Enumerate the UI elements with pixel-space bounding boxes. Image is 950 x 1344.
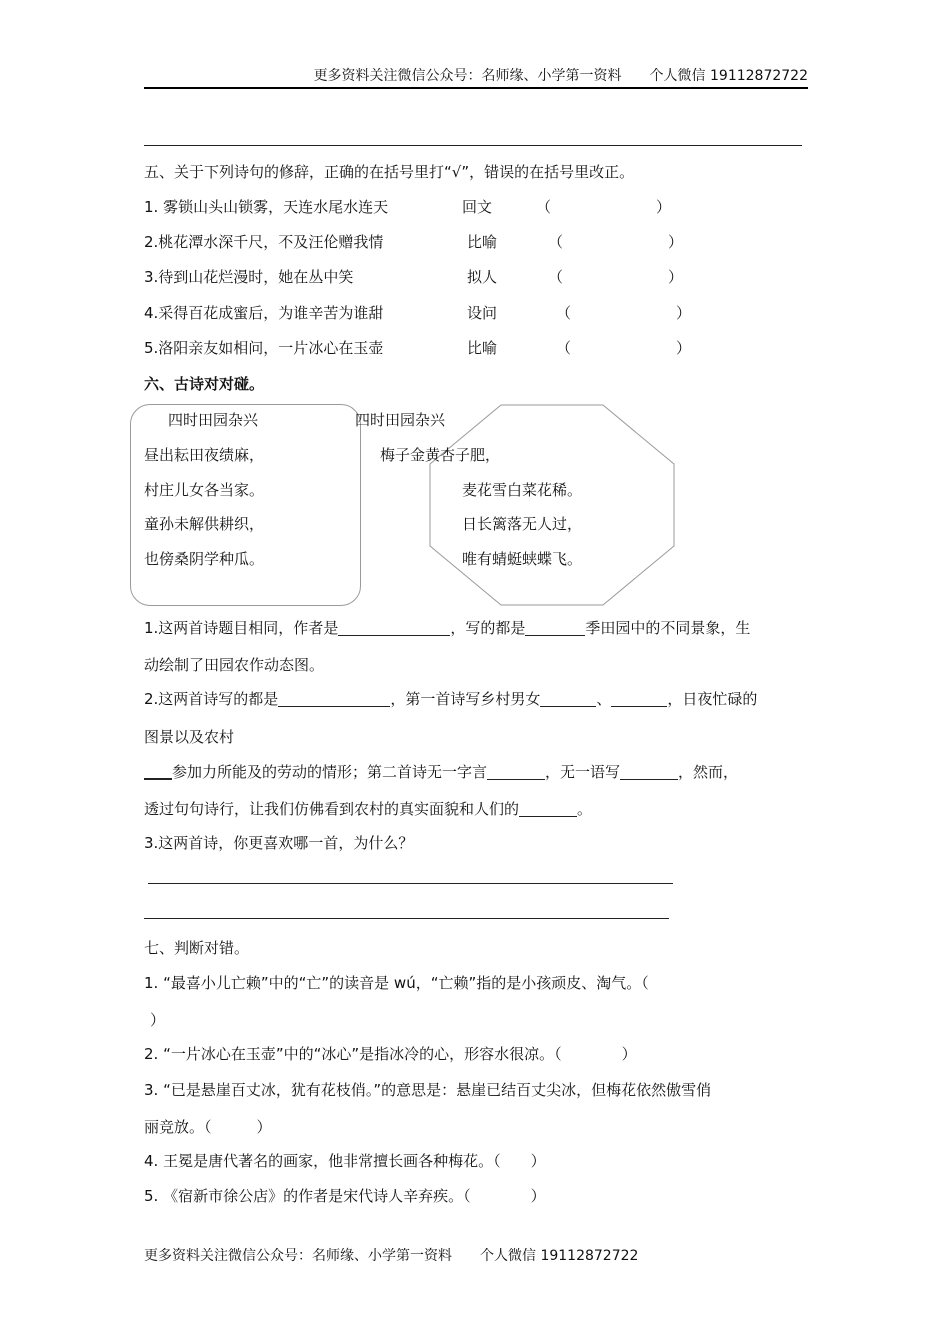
poem2-line-2: 麦花雪白菜花稀。 [462, 481, 583, 499]
answer-line [144, 145, 802, 146]
s6-q2-text-i: 透过句句诗行，让我们仿佛看到农村的真实面貌和人们的 [144, 800, 520, 818]
s6-q1-text-a: 1.这两首诗题目相同，作者是 [144, 619, 339, 637]
s7-q1-line2: ） [150, 1011, 166, 1029]
blank-work-2[interactable] [611, 690, 667, 707]
s6-q1-line2: 动绘制了田园农作动态图。 [144, 656, 325, 674]
blank-subject[interactable] [278, 690, 390, 707]
s7-q2: 2. “一片冰心在玉壶”中的“冰心”是指冰冷的心，形容水很凉。（ ） [144, 1045, 637, 1063]
blank-children[interactable] [144, 762, 172, 780]
poem2-line-4: 唯有蜻蜓蛱蝶飞。 [462, 550, 583, 568]
poem2-frame [429, 404, 675, 606]
s6-q2-line1 [144, 689, 757, 709]
s6-q1-text-c: 季田园中的不同景象，生 [585, 619, 751, 637]
s5-item-1-paren: （ ） [536, 198, 672, 216]
s5-item-5-line: 5.洛阳亲友如相问，一片冰心在玉壶 [144, 339, 384, 357]
s5-item-4-line: 4.采得百花成蜜后，为谁辛苦为谁甜 [144, 304, 384, 322]
s5-item-2-paren: （ ） [548, 233, 684, 251]
s6-q2-line2: 图景以及农村 [144, 728, 235, 746]
answer-line-q3-2[interactable] [144, 918, 669, 919]
s6-q2-text-a: 2.这两首诗写的都是 [144, 690, 279, 708]
s6-q3: 3.这两首诗，你更喜欢哪一首，为什么？ [144, 834, 414, 852]
s6-q2-text-b: ，第一首诗写乡村男女 [390, 690, 541, 708]
s5-item-4-paren: （ ） [556, 304, 692, 322]
blank-life[interactable] [519, 800, 577, 817]
blank-author[interactable] [338, 619, 450, 636]
s6-q2-text-d: ，日夜忙碌的 [667, 690, 758, 708]
blank-season[interactable] [525, 619, 585, 636]
s6-q2-text-f: 参加力所能及的劳动的情形；第二首诗无一字言 [172, 763, 488, 781]
answer-line-q3-1[interactable] [148, 883, 673, 884]
poem1-line-3: 童孙未解供耕织， [144, 515, 265, 533]
poem1-frame [130, 404, 361, 606]
poem1-line-2: 村庄儿女各当家。 [144, 481, 265, 499]
s6-q1-text-b: ，写的都是 [450, 619, 526, 637]
poem1-line-1: 昼出耘田夜绩麻， [144, 446, 265, 464]
poem2-line-3: 日长篱落无人过， [462, 515, 583, 533]
blank-hard[interactable] [620, 763, 678, 780]
s5-item-5-type: 比喻 [467, 339, 498, 357]
s5-item-5-paren: （ ） [556, 339, 692, 357]
s5-item-1-type: 回文 [462, 198, 493, 216]
s7-q3-line2: 丽竞放。（ ） [144, 1118, 272, 1136]
s6-q2-line3 [144, 762, 738, 782]
s7-q3-line1: 3. “已是悬崖百丈冰，犹有花枝俏。”的意思是：悬崖已结百丈尖冰，但梅花依然傲雪俏 [144, 1081, 712, 1099]
s5-item-3-paren: （ ） [548, 268, 684, 286]
poem1-line-4: 也傍桑阴学种瓜。 [144, 550, 265, 568]
poem1-title: 四时田园杂兴 [168, 411, 259, 429]
s7-q1-line1: 1. “最喜小儿亡赖”中的“亡”的读音是 wú，“亡赖”指的是小孩顽皮、淘气。（ [144, 974, 649, 992]
s5-item-2-line: 2.桃花潭水深千尺，不及汪伦赠我情 [144, 233, 384, 251]
header-rule [144, 87, 808, 89]
blank-busy[interactable] [487, 763, 545, 780]
s6-q2-text-c: 、 [596, 690, 612, 708]
section6-title: 六、古诗对对碰。 [144, 375, 265, 393]
s5-item-3-line: 3.待到山花烂漫时，她在丛中笑 [144, 268, 354, 286]
s6-q2-text-h: ，然而， [678, 763, 739, 781]
s7-q4: 4. 王冕是唐代著名的画家，他非常擅长画各种梅花。（ ） [144, 1152, 546, 1170]
s5-item-1-line: 1. 雾锁山头山锁雾，天连水尾水连天 [144, 198, 389, 216]
poem2-title: 四时田园杂兴 [355, 411, 446, 429]
s5-item-2-type: 比喻 [467, 233, 498, 251]
page-footer: 更多资料关注微信公众号：名师缘、小学第一资料 个人微信 19112872722 [144, 1248, 639, 1264]
section5-title: 五、关于下列诗句的修辞，正确的在括号里打“√”，错误的在括号里改正。 [144, 163, 635, 181]
s6-q2-text-j: 。 [577, 800, 593, 818]
s6-q2-line4 [144, 799, 592, 819]
page-header: 更多资料关注微信公众号：名师缘、小学第一资料 个人微信 19112872722 [313, 68, 808, 84]
s6-q2-text-g: ，无一语写 [545, 763, 621, 781]
s6-q1-line1 [144, 618, 750, 638]
section7-title: 七、判断对错。 [144, 939, 250, 957]
s5-item-3-type: 拟人 [467, 268, 498, 286]
poem2-line-1: 梅子金黄杏子肥， [380, 446, 501, 464]
s5-item-4-type: 设问 [467, 304, 498, 322]
blank-work-1[interactable] [540, 690, 596, 707]
s7-q5: 5. 《宿新市徐公店》的作者是宋代诗人辛弃疾。（ ） [144, 1187, 546, 1205]
